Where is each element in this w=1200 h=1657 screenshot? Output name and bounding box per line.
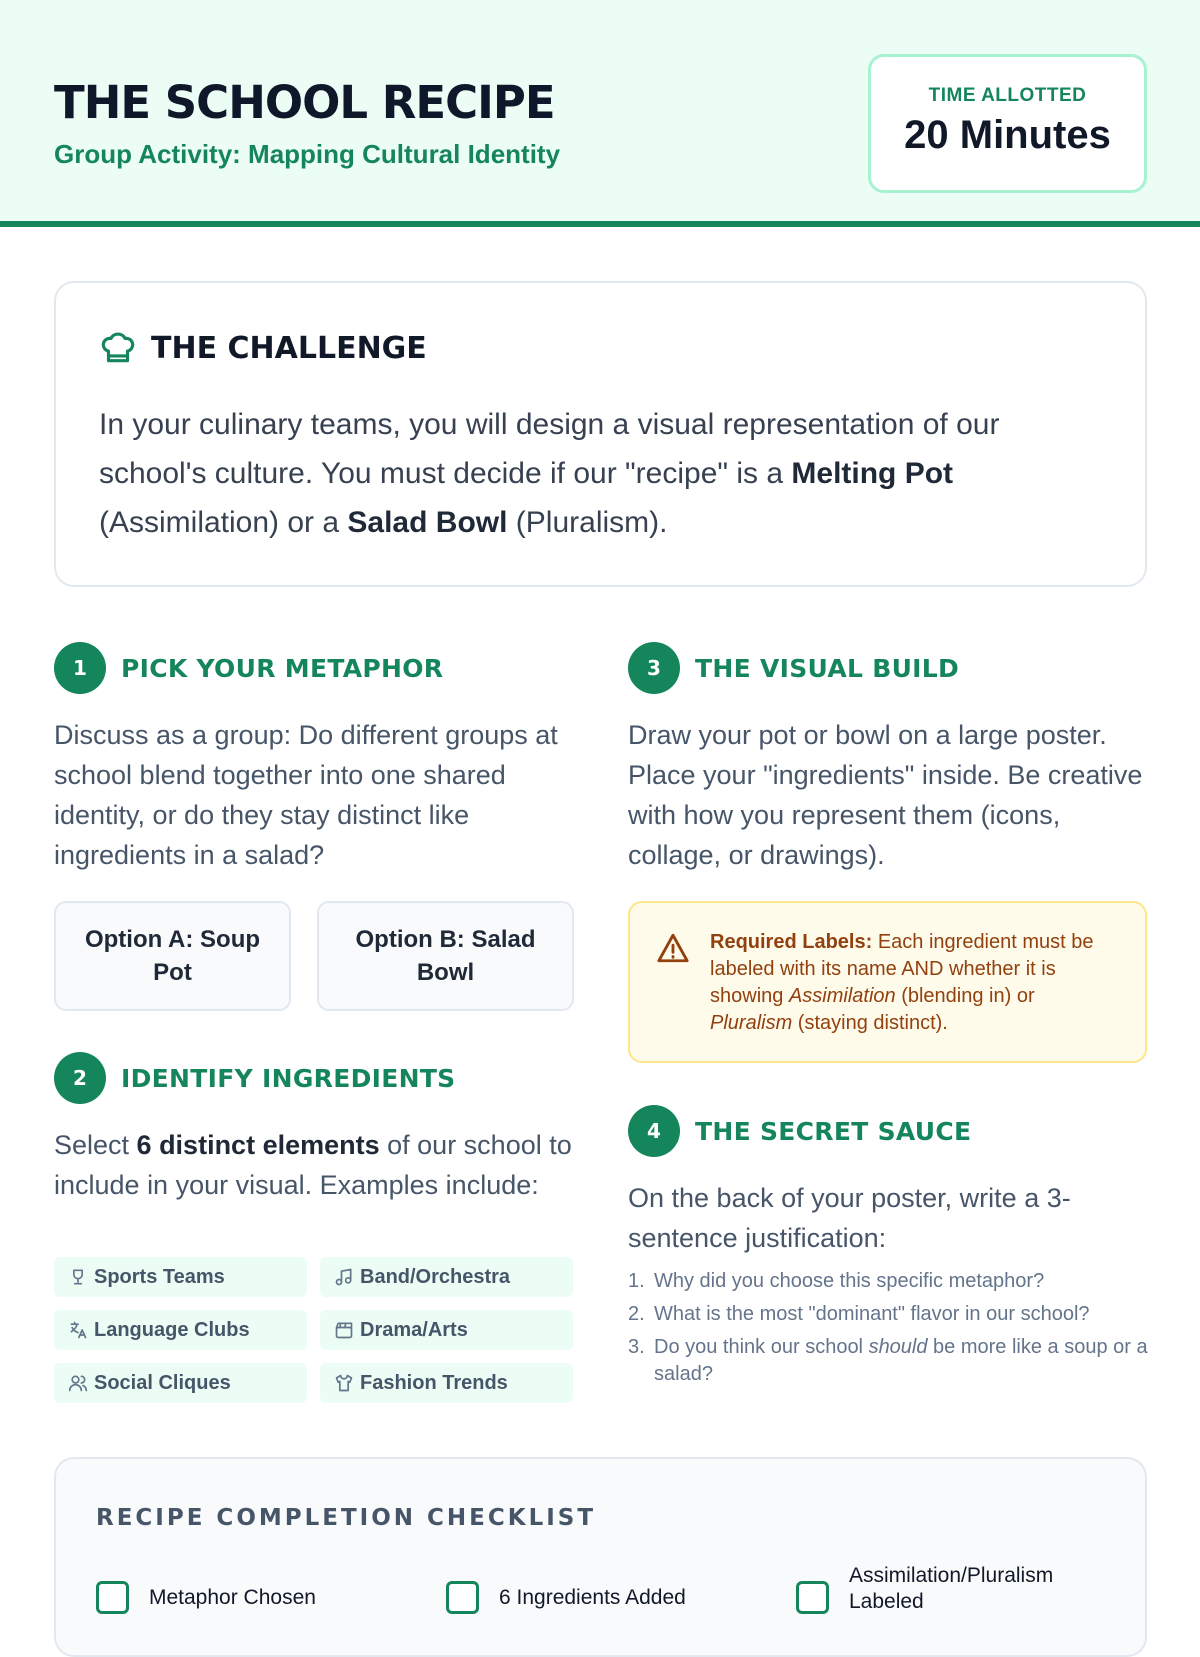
step-2-number: 2 bbox=[54, 1052, 106, 1104]
checklist-item: Assimilation/Pluralism Labeled bbox=[796, 1563, 1096, 1615]
tag-language-clubs: Language Clubs bbox=[54, 1310, 307, 1350]
step-3-number: 3 bbox=[628, 642, 680, 694]
step-3-title: THE VISUAL BUILD bbox=[695, 653, 960, 683]
challenge-description: In your culinary teams, you will design a visual representation of our school's culture. You must decide if our "recipe" is a Melting Pot (Assimilation) or a Salad Bowl (Pluralism). bbox=[99, 408, 1000, 539]
tag-social-cliques: Social Cliques bbox=[54, 1363, 307, 1403]
option-b-button[interactable]: Option B: Salad Bowl bbox=[317, 901, 574, 1011]
step-4-title: THE SECRET SAUCE bbox=[695, 1116, 972, 1146]
required-labels-text: Required Labels: Each ingredient must be labeled with its name AND whether it is showing Assimilation (blending in) or Pluralism (staying distinct). bbox=[710, 931, 1094, 1034]
step-1-text: Discuss as a group: Do different groups at school blend together into one shared identity, or do they stay distinct like ingredients in a salad? bbox=[54, 720, 558, 870]
page-title: THE SCHOOL RECIPE bbox=[54, 76, 555, 129]
step-2-text: Select 6 distinct elements of our school to include in your visual. Examples include: bbox=[54, 1130, 572, 1200]
required-labels-callout bbox=[628, 901, 1147, 1063]
salad-bowl-term: Salad Bowl bbox=[347, 506, 508, 539]
step-4-text: On the back of your poster, write a 3-sentence justification: bbox=[628, 1183, 1071, 1253]
list-item: 3. Do you think our school should be more like a soup or a salad? bbox=[628, 1336, 1148, 1385]
translate-icon bbox=[68, 1320, 88, 1340]
warning-triangle-icon bbox=[656, 931, 690, 965]
checkbox-metaphor-chosen[interactable] bbox=[96, 1581, 129, 1614]
checkbox-labels-added[interactable] bbox=[796, 1581, 829, 1614]
completion-checklist bbox=[54, 1457, 1147, 1657]
option-a-button[interactable]: Option A: Soup Pot bbox=[54, 901, 291, 1011]
checklist-item: Metaphor Chosen bbox=[96, 1577, 316, 1614]
step-4-heading bbox=[628, 1105, 971, 1157]
challenge-title: THE CHALLENGE bbox=[151, 330, 427, 366]
page-header bbox=[0, 0, 1200, 227]
tag-fashion-trends: Fashion Trends bbox=[320, 1363, 573, 1403]
checklist-item: 6 Ingredients Added bbox=[446, 1577, 686, 1614]
challenge-card bbox=[54, 281, 1147, 587]
time-allotted-box bbox=[868, 54, 1147, 193]
checklist-title: RECIPE COMPLETION CHECKLIST bbox=[96, 1505, 597, 1531]
challenge-heading bbox=[99, 329, 427, 367]
step-3-text: Draw your pot or bowl on a large poster. Place your "ingredients" inside. Be creative with how you represent them (icons, collage, or drawings). bbox=[628, 720, 1143, 870]
page-subtitle: Group Activity: Mapping Cultural Identity bbox=[54, 139, 561, 169]
six-elements-term: 6 distinct elements bbox=[136, 1130, 380, 1160]
tag-drama-arts: Drama/Arts bbox=[320, 1310, 573, 1350]
time-value: 20 Minutes bbox=[904, 113, 1111, 157]
trophy-icon bbox=[68, 1267, 88, 1287]
checkbox-ingredients-added[interactable] bbox=[446, 1581, 479, 1614]
tag-sports-teams: Sports Teams bbox=[54, 1257, 307, 1297]
melting-pot-term: Melting Pot bbox=[791, 457, 954, 490]
tag-band-orchestra: Band/Orchestra bbox=[320, 1257, 573, 1297]
shirt-icon bbox=[334, 1373, 354, 1393]
music-icon bbox=[334, 1267, 354, 1287]
justification-questions bbox=[628, 1268, 1148, 1394]
list-item: 2. What is the most "dominant" flavor in our school? bbox=[628, 1303, 1090, 1325]
step-1-heading bbox=[54, 642, 443, 694]
step-1-title: PICK YOUR METAPHOR bbox=[121, 653, 444, 683]
step-3-heading bbox=[628, 642, 959, 694]
step-1-number: 1 bbox=[54, 642, 106, 694]
step-2-heading bbox=[54, 1052, 455, 1104]
step-4-number: 4 bbox=[628, 1105, 680, 1157]
list-item: 1. Why did you choose this specific metaphor? bbox=[628, 1270, 1045, 1292]
users-icon bbox=[68, 1373, 88, 1393]
chef-hat-icon bbox=[99, 329, 137, 367]
step-2-title: IDENTIFY INGREDIENTS bbox=[121, 1063, 456, 1093]
clapperboard-icon bbox=[334, 1320, 354, 1340]
time-label: TIME ALLOTTED bbox=[928, 85, 1087, 106]
